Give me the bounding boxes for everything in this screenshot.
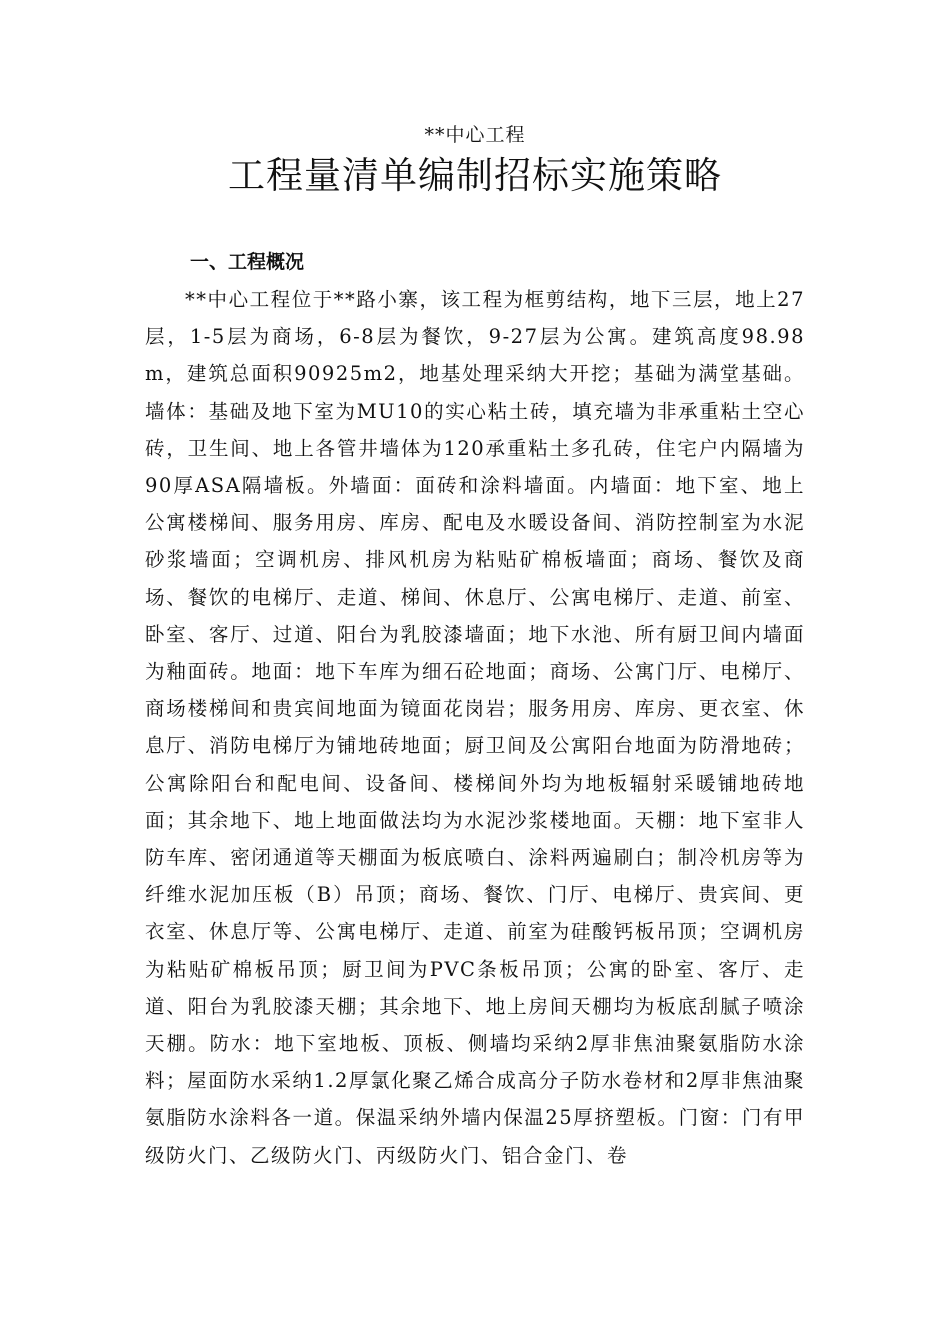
section-heading: 一、工程概况 bbox=[190, 251, 305, 273]
document-subtitle: **中心工程 bbox=[424, 124, 526, 146]
document-title: 工程量清单编制招标实施策略 bbox=[228, 154, 722, 197]
section-paragraph: **中心工程位于**路小寨，该工程为框剪结构，地下三层，地上27层，1-5层为商场，6-8层为餐饮，9-27层为公寓。建筑高度98.98m，建筑总面积90925m2，地基处理采纳大开挖；基础为满堂基础。墙体：基础及地下室为MU10的实心粘土砖，填充墙为非承重粘土空心砖，卫生间、地上各管井墙体为120承重粘土多孔砖，住宅户内隔墙为90厚ASA隔墙板。外墙面：面砖和涂料墙面。内墙面：地下室、地上公寓楼梯间、服务用房、库房、配电及水暖设备间、消防控制室为水泥砂浆墙面；空调机房、排风机房为粘贴矿棉板墙面；商场、餐饮及商场、餐饮的电梯厅、走道、梯间、休息厅、公寓电梯厅、走道、前室、卧室、客厅、过道、阳台为乳胶漆墙面；地下水池、所有厨卫间内墙面为釉面砖。地面：地下车库为细石砼地面；商场、公寓门厅、电梯厅、商场楼梯间和贵宾间地面为镜面花岗岩；服务用房、库房、更衣室、休息厅、消防电梯厅为铺地砖地面；厨卫间及公寓阳台地面为防滑地砖；公寓除阳台和配电间、设备间、楼梯间外均为地板辐射采暖铺地砖地面；其余地下、地上地面做法均为水泥沙浆楼地面。天棚：地下室非人防车库、密闭通道等天棚面为板底喷白、涂料两遍刷白；制冷机房等为纤维水泥加压板（B）吊顶；商场、餐饮、门厅、电梯厅、贵宾间、更衣室、休息厅等、公寓电梯厅、走道、前室为硅酸钙板吊顶；空调机房为粘贴矿棉板吊顶；厨卫间为PVC条板吊顶；公寓的卧室、客厅、走道、阳台为乳胶漆天棚；其余地下、地上房间天棚均为板底刮腻子喷涂天棚。防水：地下室地板、顶板、侧墙均采纳2厚非焦油聚氨脂防水涂料；屋面防水采纳1.2厚氯化聚乙烯合成高分子防水卷材和2厚非焦油聚氨脂防水涂料各一道。保温采纳外墙内保温25厚挤塑板。门窗：门有甲级防火门、乙级防火门、丙级防火门、铝合金门、卷 bbox=[145, 288, 805, 1167]
